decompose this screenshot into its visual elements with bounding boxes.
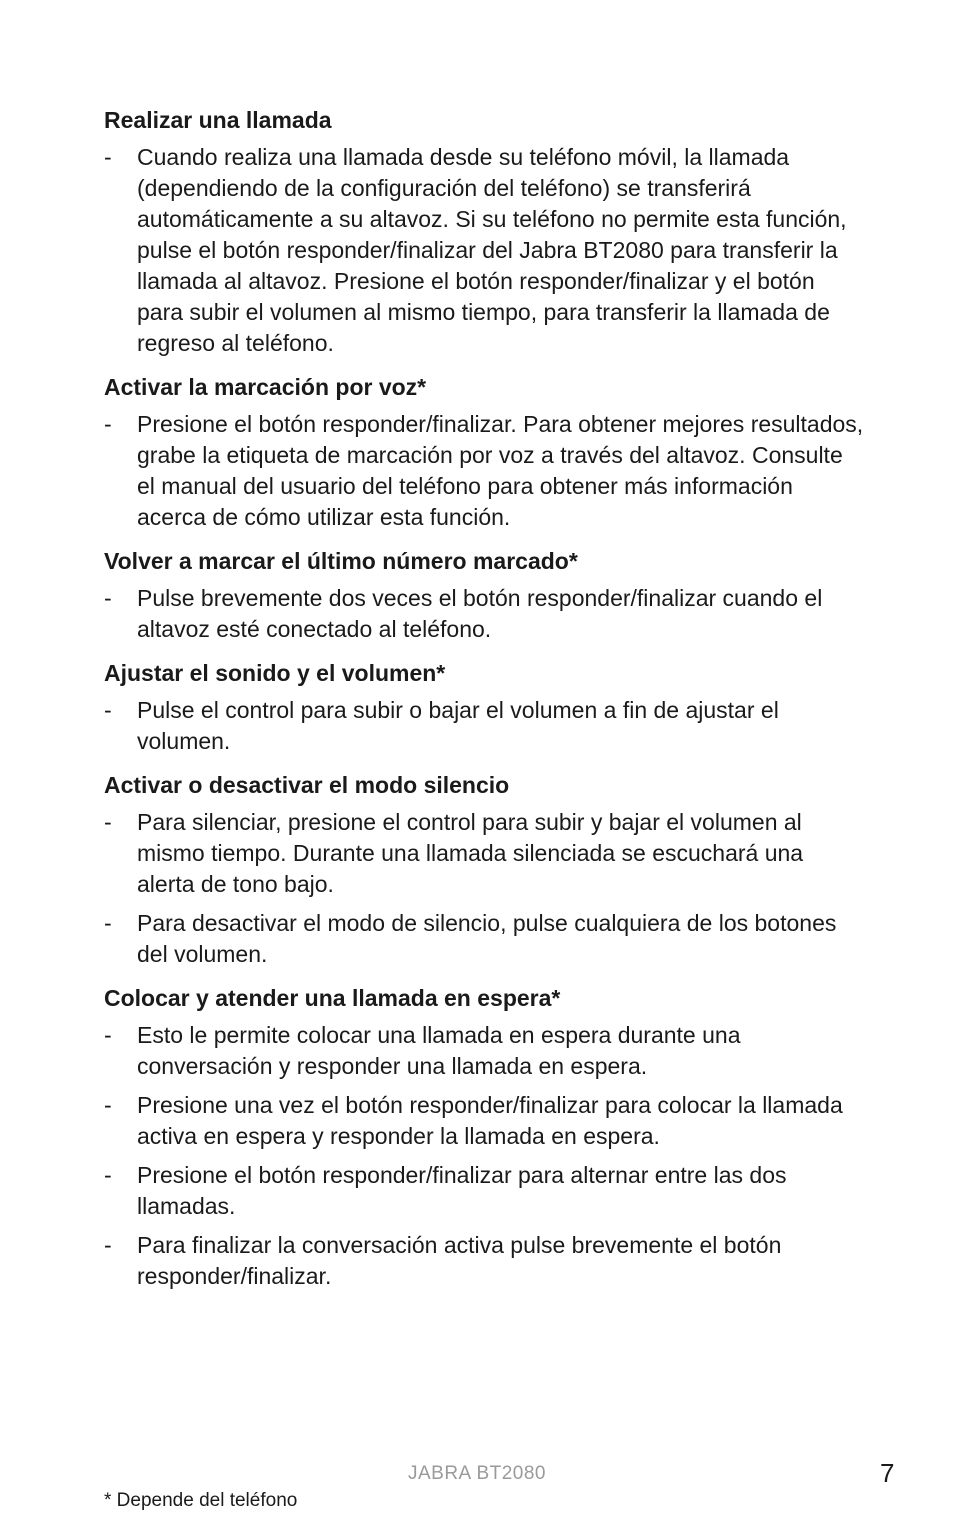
- list-item: [104, 142, 864, 359]
- list-item-text: Para desactivar el modo de silencio, pulse cualquiera de los botones del volumen.: [137, 910, 837, 967]
- section-title: Activar o desactivar el modo silencio: [104, 772, 510, 798]
- page-number: 7: [880, 1458, 895, 1488]
- list-item-text: Para silenciar, presione el control para subir y bajar el volumen al mismo tiempo. Durante una llamada silenciada se escuchará una alerta de tono bajo.: [137, 809, 804, 897]
- bullet-dash: -: [104, 1162, 112, 1188]
- list-item-text: Cuando realiza una llamada desde su teléfono móvil, la llamada (dependiendo de la configuración del teléfono) se transferirá automáticamente a su altavoz. Si su teléfono no permite esta función, pulse el botón responder/finalizar del Jabra BT2080 para transferir la llamada al altavoz. Presione el botón responder/finalizar y el botón para subir el volumen al mismo tiempo, para transferir la llamada de regreso al teléfono.: [137, 144, 847, 356]
- list-item-text: Para finalizar la conversación activa pulse brevemente el botón responder/finalizar.: [137, 1232, 782, 1289]
- list-item-text: Esto le permite colocar una llamada en espera durante una conversación y responder una llamada en espera.: [137, 1022, 741, 1079]
- list-item-text: Pulse el control para subir o bajar el volumen a fin de ajustar el volumen.: [137, 697, 779, 754]
- list-item-text: Pulse brevemente dos veces el botón responder/finalizar cuando el altavoz esté conectado al teléfono.: [137, 585, 823, 642]
- page-content: [104, 104, 864, 1304]
- footer-brand: JABRA BT2080: [407, 1463, 547, 1484]
- bullet-dash: -: [104, 144, 112, 170]
- section-redial: [104, 545, 864, 645]
- list-item: [104, 583, 864, 645]
- list-item: [104, 807, 864, 900]
- bullet-dash: -: [104, 809, 112, 835]
- list-item: [104, 409, 864, 533]
- section-volume: [104, 657, 864, 757]
- list-item: [104, 1020, 864, 1082]
- list-item-text: Presione el botón responder/finalizar para alternar entre las dos llamadas.: [137, 1162, 787, 1219]
- list-item: [104, 908, 864, 970]
- section-voice-dialing: [104, 371, 864, 533]
- list-item: [104, 1230, 864, 1292]
- list-item-text: Presione una vez el botón responder/finalizar para colocar la llamada activa en espera y responder la llamada en espera.: [137, 1092, 843, 1149]
- list-item: [104, 1160, 864, 1222]
- footnote: * Depende del teléfono: [104, 1490, 298, 1511]
- list-item-text: Presione el botón responder/finalizar. Para obtener mejores resultados, grabe la etiqueta de marcación por voz a través del altavoz. Consulte el manual del usuario del teléfono para obtener más información acerca de cómo utilizar esta función.: [137, 411, 864, 530]
- section-title: Volver a marcar el último número marcado*: [104, 548, 578, 574]
- list-item: [104, 695, 864, 757]
- bullet-dash: -: [104, 411, 112, 437]
- bullet-dash: -: [104, 1022, 112, 1048]
- section-title: Ajustar el sonido y el volumen*: [104, 660, 446, 686]
- bullet-dash: -: [104, 1092, 112, 1118]
- section-make-call: [104, 104, 864, 359]
- bullet-dash: -: [104, 585, 112, 611]
- bullet-dash: -: [104, 1232, 112, 1258]
- section-title: Colocar y atender una llamada en espera*: [104, 985, 561, 1011]
- section-title: Activar la marcación por voz*: [104, 374, 427, 400]
- list-item: [104, 1090, 864, 1152]
- bullet-dash: -: [104, 697, 112, 723]
- section-call-waiting: [104, 982, 864, 1292]
- bullet-dash: -: [104, 910, 112, 936]
- section-title: Realizar una llamada: [104, 107, 332, 133]
- section-mute: [104, 769, 864, 970]
